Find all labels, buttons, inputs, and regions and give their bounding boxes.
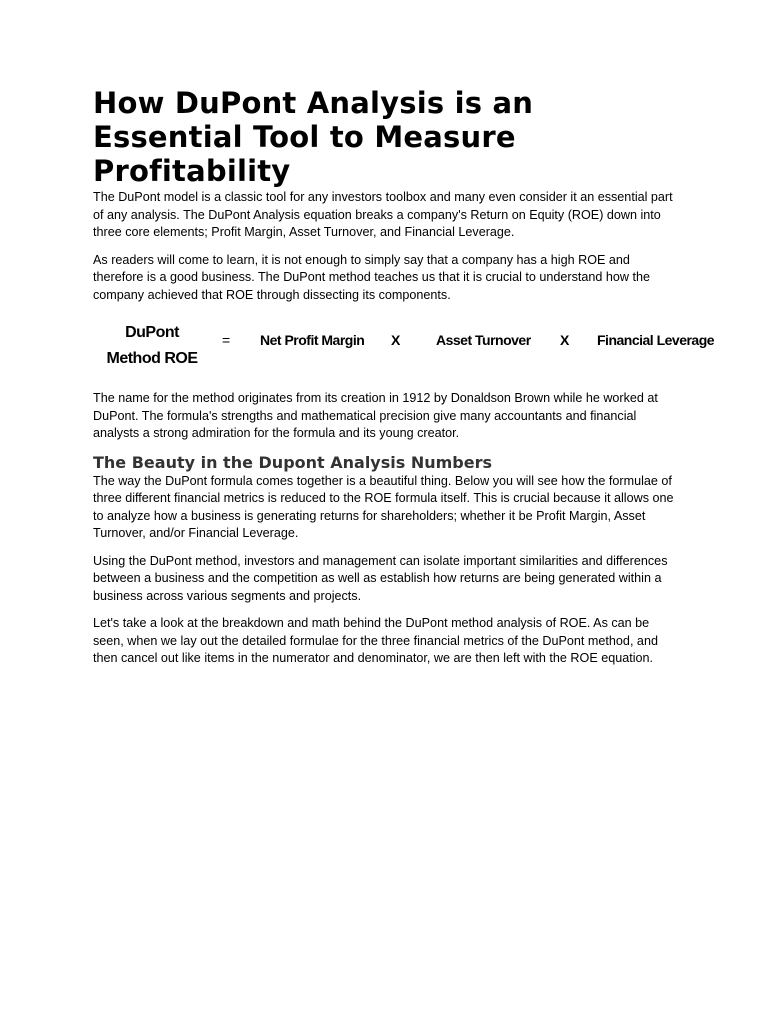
section-paragraph-1: The way the DuPont formula comes together is a beautiful thing. Below you will see how the formulae of three different financial metrics is reduced to the ROE formula itself. This is crucial because it allows one to analyze how a business is generating returns for shareholders; whether it be Profit Margin, Asset Turnover, and/or Financial Leverage. <box>93 473 674 540</box>
formula-term-asset-turnover: Asset Turnover <box>436 332 531 348</box>
section-heading: The Beauty in the Dupont Analysis Numbers <box>93 452 492 472</box>
formula-equals: = <box>222 332 230 348</box>
formula-times-2: X <box>560 332 569 348</box>
formula-term-net-profit-margin: Net Profit Margin <box>260 332 365 348</box>
section-paragraph-3: Let's take a look at the breakdown and math behind the DuPont method analysis of ROE. As can be seen, when we lay out the detailed formulae for the three financial metrics of the DuPont method, and then cancel out like items in the numerator and denominator, we are then left with the ROE equation. <box>93 616 658 665</box>
formula-times-1: X <box>391 332 400 348</box>
formula-term-financial-leverage: Financial Leverage <box>597 332 715 348</box>
intro-paragraph-1: The DuPont model is a classic tool for any investors toolbox and many even consider it an essential part of any analysis. The DuPont Analysis equation breaks a company's Return on Equity (ROE) down into three core elements; Profit Margin, Asset Turnover, and Financial Leverage. <box>93 190 673 239</box>
section-paragraph-2: Using the DuPont method, investors and management can isolate important similarities and differences between a business and the competition as well as establish how returns are being generated within a business across various segments and projects. <box>93 553 668 603</box>
origin-paragraph: The name for the method originates from its creation in 1912 by Donaldson Brown while he worked at DuPont. The formula's strengths and mathematical precision give many accountants and financial analysts a strong admiration for the formula and its young creator. <box>93 391 658 440</box>
document-page <box>93 86 715 678</box>
formula-lhs: DuPont Method ROE <box>106 324 198 367</box>
article-title: How DuPont Analysis is an Essential Tool to Measure Profitability <box>93 86 534 188</box>
dupont-formula-image <box>93 314 715 390</box>
intro-paragraph-2: As readers will come to learn, it is not enough to simply say that a company has a high ROE and therefore is a good business. The DuPont method teaches us that it is crucial to understand how the company achieved that ROE through dissecting its components. <box>93 252 651 302</box>
